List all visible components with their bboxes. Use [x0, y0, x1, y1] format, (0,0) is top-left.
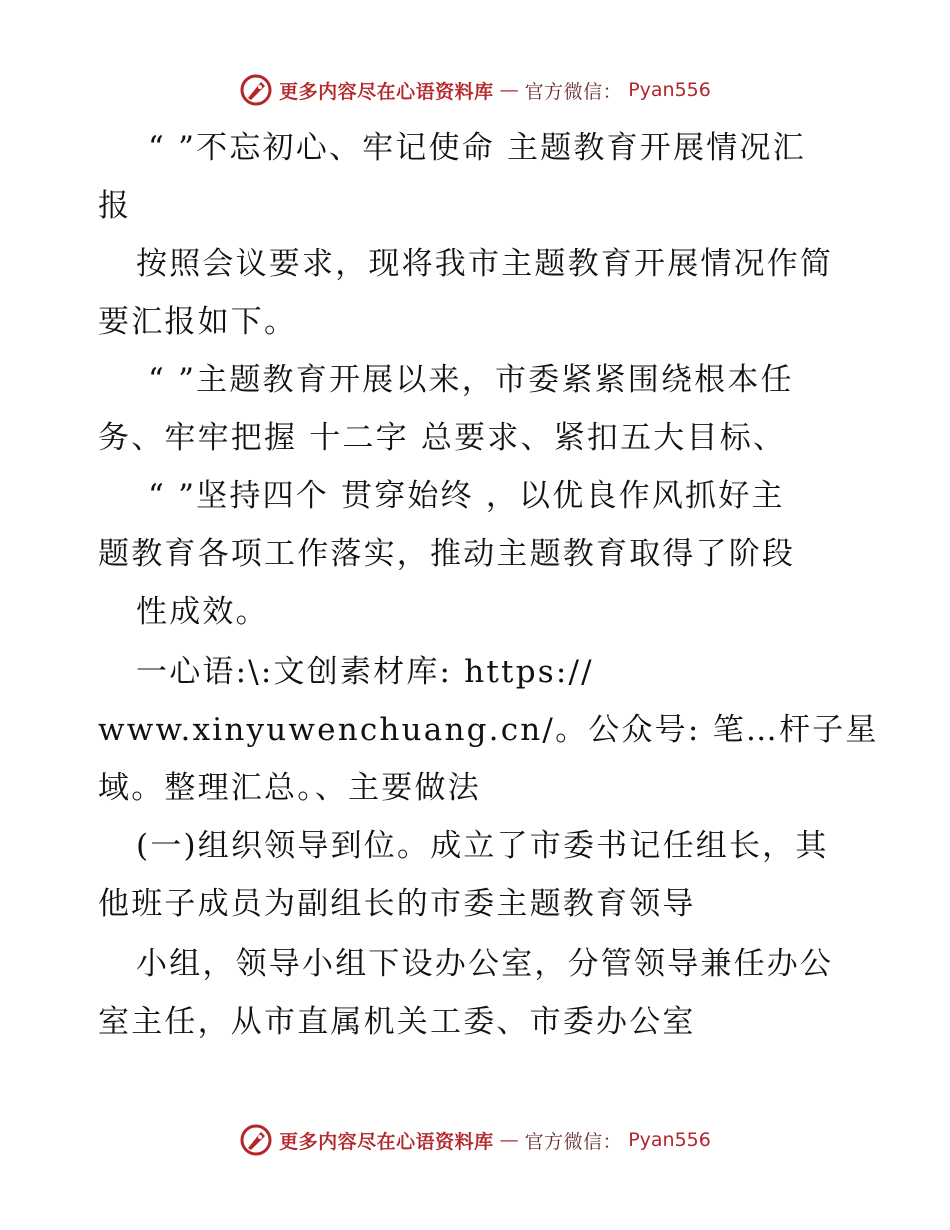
watermark-site-text: 更多内容尽在心语资料库: [279, 1130, 494, 1153]
paragraph-line: 题教育各项工作落实，推动主题教育取得了阶段: [98, 536, 796, 572]
paragraph-line: 域。整理汇总。、主要做法: [98, 770, 481, 806]
paragraph-line: 小组，领导小组下设办公室，分管领导兼任办公: [136, 946, 834, 982]
paragraph-line: 要汇报如下。: [98, 304, 298, 340]
paragraph-line: 他班子成员为副组长的市委主题教育领导: [98, 886, 696, 922]
watermark-wechat-id: Pyan556: [628, 79, 711, 101]
watermark-wechat-id: Pyan556: [628, 1129, 711, 1151]
paragraph-line: www.xinyuwenchuang.cn/。公众号: 笔…杆子星: [98, 712, 879, 748]
title-line-1: “ ”不忘初心、牢记使命 主题教育开展情况汇: [148, 130, 806, 166]
watermark-dash: —: [499, 79, 519, 101]
watermark-wechat-label: 官方微信：: [524, 1130, 623, 1153]
paragraph-line: 室主任，从市直属机关工委、市委办公室: [98, 1004, 696, 1040]
paragraph-line: 按照会议要求，现将我市主题教育开展情况作简: [136, 246, 834, 282]
watermark-dash: —: [499, 1129, 519, 1151]
pen-nib-logo-icon: [239, 1123, 273, 1157]
watermark-site-text: 更多内容尽在心语资料库: [279, 80, 494, 103]
footer-watermark: [0, 1118, 950, 1162]
paragraph-line: 性成效。: [136, 594, 269, 630]
paragraph-line: “ ”主题教育开展以来，市委紧紧围绕根本任: [148, 362, 794, 398]
watermark-wechat-label: 官方微信：: [524, 80, 623, 103]
title-line-2: 报: [98, 188, 132, 224]
paragraph-line: 一心语:\:文创素材库: https://: [136, 654, 594, 690]
paragraph-line: (一)组织领导到位。成立了市委书记任组长，其: [136, 828, 829, 864]
paragraph-line: “ ”坚持四个 贯穿始终 ，以优良作风抓好主: [148, 478, 785, 514]
paragraph-line: 务、牢牢把握 十二字 总要求、紧扣五大目标、: [98, 420, 787, 456]
